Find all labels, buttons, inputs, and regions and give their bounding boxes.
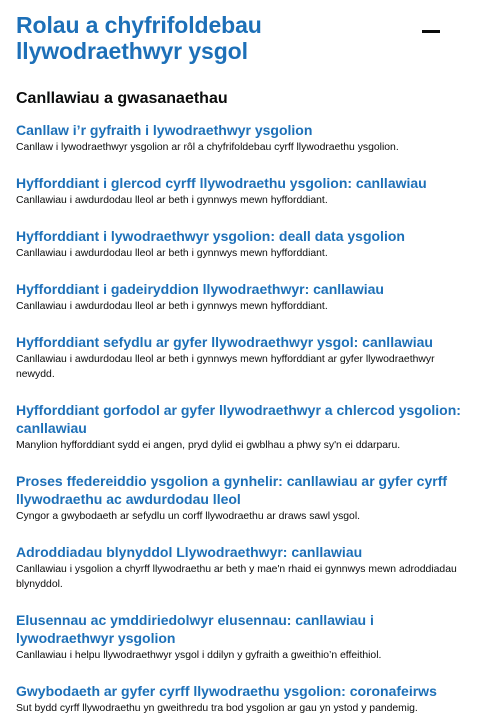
item-link[interactable]: Hyfforddiant i lywodraethwyr ysgolion: deall data ysgolion xyxy=(16,228,405,244)
item-link[interactable]: Hyfforddiant sefydlu ar gyfer llywodraethwyr ysgol: canllawiau xyxy=(16,334,433,350)
list-item xyxy=(16,227,462,261)
item-description: Canllawiau i awdurdodau lleol ar beth i gynnwys mewn hyfforddiant. xyxy=(16,301,328,312)
collapse-icon[interactable] xyxy=(422,30,440,33)
item-link[interactable]: Canllaw i’r gyfraith i lywodraethwyr ysgolion xyxy=(16,122,313,138)
page-header xyxy=(16,12,462,64)
list-item xyxy=(16,333,462,382)
section-heading: Canllawiau a gwasanaethau xyxy=(16,90,228,107)
list-item xyxy=(16,543,462,592)
list-item xyxy=(16,174,462,208)
item-description: Canllawiau i awdurdodau lleol ar beth i gynnwys mewn hyfforddiant. xyxy=(16,248,328,259)
list-item xyxy=(16,682,462,716)
item-description: Canllawiau i awdurdodau lleol ar beth i gynnwys mewn hyfforddiant. xyxy=(16,195,328,206)
item-link[interactable]: Gwybodaeth ar gyfer cyrff llywodraethu ysgolion: coronafeirws xyxy=(16,683,437,699)
list-item xyxy=(16,121,462,155)
guidance-list xyxy=(16,121,462,716)
list-item xyxy=(16,280,462,314)
list-item xyxy=(16,401,462,453)
item-description: Manylion hyfforddiant sydd ei angen, pryd dylid ei gwblhau a phwy sy'n ei ddarparu. xyxy=(16,440,401,451)
page-title: Rolau a chyfrifoldebau llywodraethwyr ysgol xyxy=(16,12,262,64)
item-description: Sut bydd cyrff llywodraethu yn gweithredu tra bod ysgolion ar gau yn ystod y pandemig. xyxy=(16,703,418,714)
item-link[interactable]: Hyfforddiant i glercod cyrff llywodraethu ysgolion: canllawiau xyxy=(16,175,427,191)
item-link[interactable]: Elusennau ac ymddiriedolwyr elusennau: canllawiau i lywodraethwyr ysgolion xyxy=(16,612,374,646)
item-description: Canllawiau i ysgolion a chyrff llywodraethu ar beth y mae'n rhaid ei gynnwys mewn adroddiadau blynyddol. xyxy=(16,564,457,590)
item-description: Canllawiau i awdurdodau lleol ar beth i gynnwys mewn hyfforddiant ar gyfer llywodraethwyr newydd. xyxy=(16,354,435,380)
list-item xyxy=(16,611,462,663)
list-item xyxy=(16,472,462,524)
item-link[interactable]: Proses ffedereiddio ysgolion a gynhelir: canllawiau ar gyfer cyrff llywodraethu ac awdurdodau lleol xyxy=(16,473,448,507)
item-link[interactable]: Hyfforddiant gorfodol ar gyfer llywodraethwyr a chlercod ysgolion: canllawiau xyxy=(16,402,461,436)
item-link[interactable]: Adroddiadau blynyddol Llywodraethwyr: canllawiau xyxy=(16,544,363,560)
item-description: Canllawiau i helpu llywodraethwyr ysgol i ddilyn y gyfraith a gweithio’n effeithiol. xyxy=(16,650,382,661)
item-link[interactable]: Hyfforddiant i gadeiryddion llywodraethwyr: canllawiau xyxy=(16,281,384,297)
item-description: Cyngor a gwybodaeth ar sefydlu un corff llywodraethu ar draws sawl ysgol. xyxy=(16,511,361,522)
item-description: Canllaw i lywodraethwyr ysgolion ar rôl a chyfrifoldebau cyrff llywodraethu ysgolion. xyxy=(16,142,399,153)
